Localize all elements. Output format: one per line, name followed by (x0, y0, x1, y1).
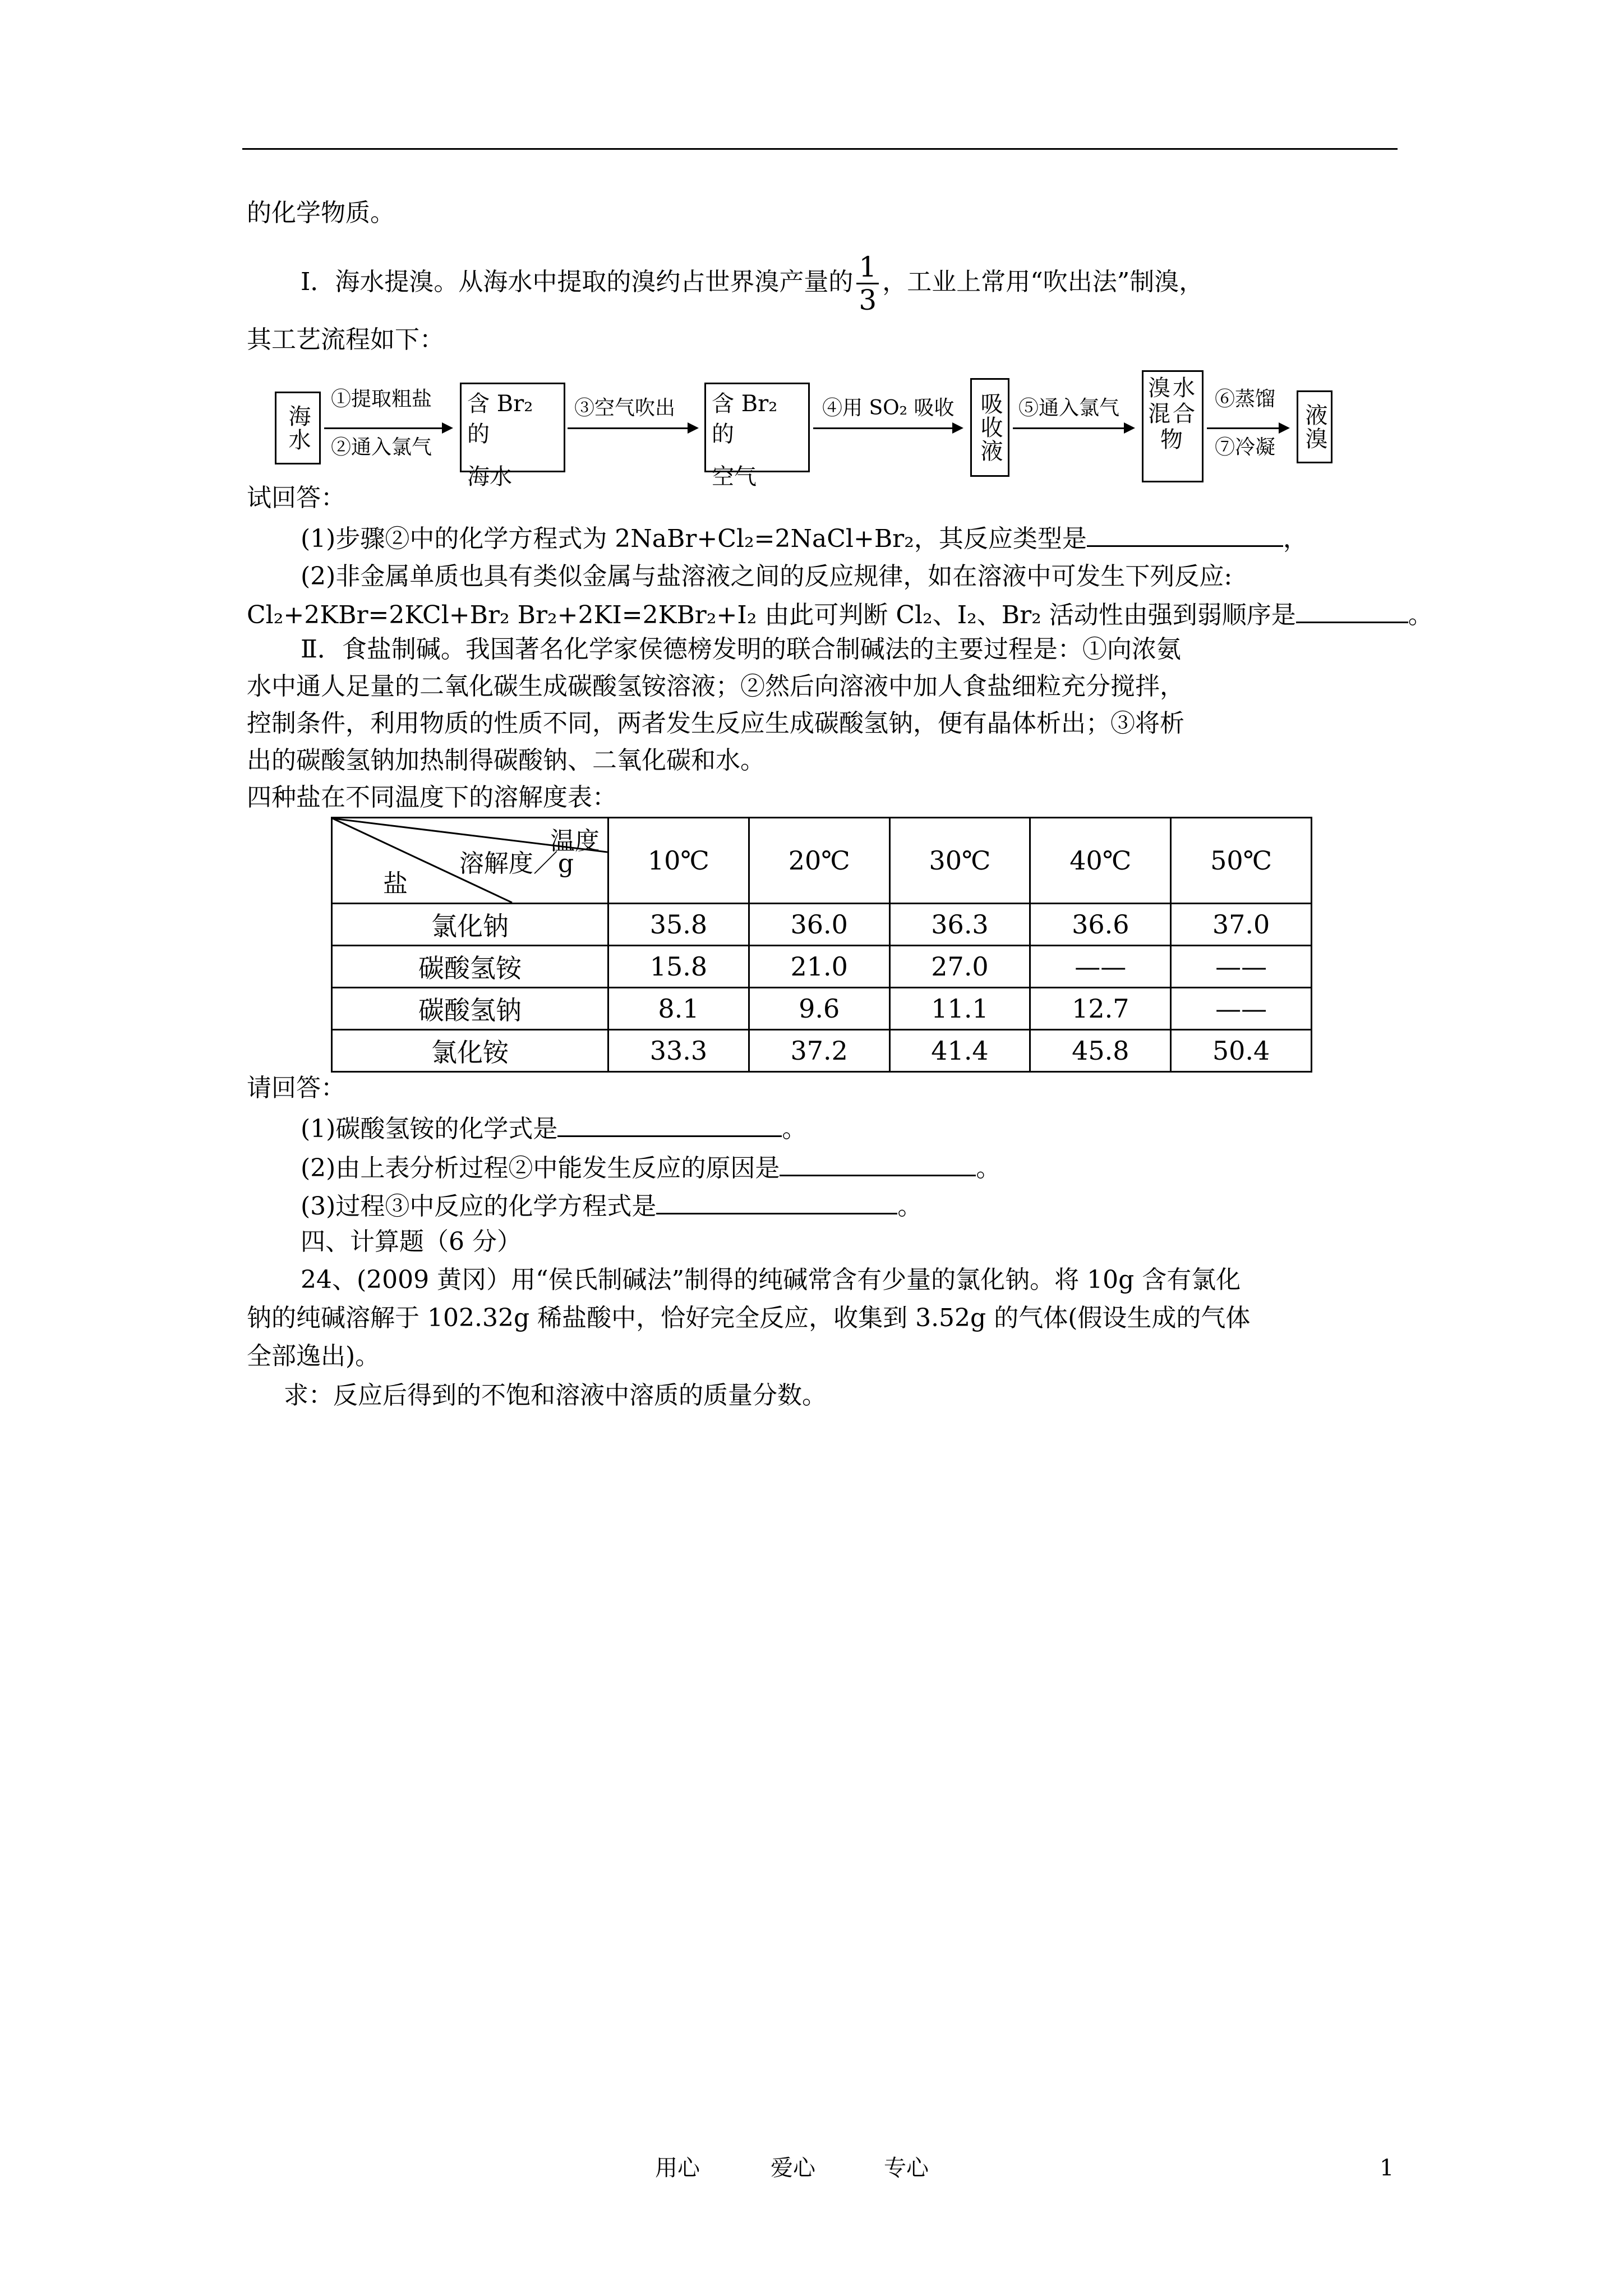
text-line (301, 521, 1308, 555)
table-cell: 41.4 (889, 1030, 1030, 1072)
fraction (856, 251, 879, 316)
flow-box-bromine-air (704, 383, 810, 490)
table-cell: 33.3 (608, 1030, 749, 1072)
text-segment: (1)碳酸氢铵的化学式是 (301, 1115, 558, 1143)
table-cell: 27.0 (889, 946, 1030, 988)
flow-box-absorbent: 吸收液 (970, 378, 1009, 477)
corner-label-salt: 盐 (383, 869, 408, 898)
flow-step-1: ①提取粗盐 (331, 388, 432, 411)
text-segment: ，工业上常用“吹出法”制溴， (882, 268, 1204, 296)
flow-step-2: ②通入氯气 (331, 436, 432, 459)
text-segment: 。 (1408, 601, 1433, 629)
text-line (301, 1150, 1000, 1184)
flow-box-line: 含 Br₂ 的 (467, 391, 533, 447)
text-line: 其工艺流程如下： (247, 325, 444, 354)
table-cell: 45.8 (1030, 1030, 1171, 1072)
table-cell: 8.1 (608, 988, 749, 1030)
corner-label-solubility: 溶解度／g (459, 849, 574, 878)
table-cell: 9.6 (749, 988, 889, 1030)
text-line: 请回答： (247, 1074, 345, 1102)
text-line: 出的碳酸氢钠加热制得碳酸钠、二氧化碳和水。 (247, 746, 765, 775)
answer-blank[interactable] (557, 1111, 782, 1137)
text-line (301, 1111, 806, 1145)
bromine-process-flow (275, 370, 1335, 490)
flow-box-seawater: 海水 (275, 392, 321, 464)
flow-box-liquid-bromine: 液溴 (1297, 390, 1332, 463)
table-cell: 11.1 (889, 988, 1030, 1030)
header-rule (242, 148, 1398, 150)
flow-arrow (813, 427, 961, 429)
text-line: 全部逸出)。 (247, 1342, 380, 1370)
flow-box-line: 空气 (712, 464, 757, 490)
table-corner-cell (332, 818, 608, 904)
text-segment: (1)步骤②中的化学方程式为 2NaBr+Cl₂=2NaCl+Br₂，其反应类型是 (301, 524, 1087, 553)
text-segment: (2)由上表分析过程②中能发生反应的原因是 (301, 1154, 780, 1182)
answer-blank[interactable] (1087, 521, 1283, 547)
fraction-denominator: 3 (859, 284, 877, 316)
table-row (332, 904, 1312, 946)
text-line: 四种盐在不同温度下的溶解度表： (247, 783, 617, 812)
table-header-cell: 10℃ (608, 818, 749, 904)
flow-box-line: 含 Br₂ 的 (712, 391, 778, 447)
table-cell: 36.3 (889, 904, 1030, 946)
text-line: Ⅱ．食盐制碱。我国著名化学家侯德榜发明的联合制碱法的主要过程是：①向浓氨 (301, 635, 1181, 664)
flow-arrow (324, 427, 451, 429)
text-line (247, 597, 1433, 631)
table-header-cell: 50℃ (1171, 818, 1312, 904)
table-row-label: 碳酸氢铵 (332, 946, 608, 988)
answer-blank[interactable] (780, 1150, 976, 1176)
table-cell: 50.4 (1171, 1030, 1312, 1072)
flow-step-3: ③空气吹出 (574, 397, 676, 420)
table-cell: 36.6 (1030, 904, 1171, 946)
table-row (332, 988, 1312, 1030)
flow-box-bromine-seawater (460, 383, 565, 490)
text-line: 试回答： (247, 484, 345, 512)
text-line: (2)非金属单质也具有类似金属与盐溶液之间的反应规律，如在溶液中可发生下列反应: (301, 562, 1233, 591)
table-cell: 35.8 (608, 904, 749, 946)
table-row-label: 碳酸氢钠 (332, 988, 608, 1030)
table-cell: 36.0 (749, 904, 889, 946)
text-segment: Cl₂+2KBr=2KCl+Br₂ Br₂+2KI=2KBr₂+I₂ 由此可判断 Cl₂、I₂、Br₂ 活动性由强到弱顺序是 (247, 601, 1296, 629)
table-cell: 37.2 (749, 1030, 889, 1072)
table-row-label: 氯化钠 (332, 904, 608, 946)
flow-step-5: ⑤通入氯气 (1018, 397, 1120, 420)
footer-text: 专心 (884, 2155, 929, 2181)
flow-arrow (568, 427, 697, 429)
flow-step-6: ⑥蒸馏 (1215, 388, 1276, 411)
page-number: 1 (1380, 2155, 1394, 2181)
table-header-row (332, 818, 1312, 904)
table-cell: 21.0 (749, 946, 889, 988)
answer-blank[interactable] (1296, 597, 1408, 623)
table-row (332, 1030, 1312, 1072)
flow-arrow (1207, 427, 1288, 429)
footer-text: 用心 (655, 2155, 700, 2181)
corner-label-temperature: 温度 (550, 827, 600, 855)
flow-step-7: ⑦冷凝 (1215, 436, 1276, 459)
answer-blank[interactable] (656, 1188, 897, 1214)
section-heading: 四、计算题（6 分） (301, 1227, 522, 1256)
flow-box-line: 溴水混合物 (1148, 375, 1197, 453)
flow-arrow (1013, 427, 1133, 429)
text-line: 求：反应后得到的不饱和溶液中溶质的质量分数。 (284, 1381, 827, 1410)
text-segment: ， (1283, 524, 1308, 553)
text-line: 控制条件，利用物质的性质不同，两者发生反应生成碳酸氢钠，便有晶体析出；③将析 (247, 709, 1184, 738)
flow-step-4: ④用 SO₂ 吸收 (822, 397, 955, 420)
table-cell: —— (1030, 946, 1171, 988)
text-line: 钠的纯碱溶解于 102.32g 稀盐酸中，恰好完全反应，收集到 3.52g 的气体(假设生成的气体 (247, 1304, 1251, 1332)
table-header-cell: 20℃ (749, 818, 889, 904)
text-segment: 。 (897, 1192, 923, 1221)
solubility-table (331, 817, 1312, 1073)
text-segment: 。 (782, 1115, 807, 1143)
table-header-cell: 40℃ (1030, 818, 1171, 904)
table-header-cell: 30℃ (889, 818, 1030, 904)
text-line: 水中通人足量的二氧化碳生成碳酸氢铵溶液；②然后向溶液中加人食盐细粒充分搅拌， (247, 672, 1184, 701)
footer-text: 爱心 (771, 2155, 815, 2181)
table-cell: —— (1171, 946, 1312, 988)
table-row-label: 氯化铵 (332, 1030, 608, 1072)
text-line (301, 1188, 922, 1222)
table-row (332, 946, 1312, 988)
fraction-numerator: 1 (856, 251, 879, 284)
table-cell: —— (1171, 988, 1312, 1030)
text-segment: 。 (976, 1154, 1001, 1182)
table-cell: 37.0 (1171, 904, 1312, 946)
text-line (301, 251, 1204, 316)
text-line: 的化学物质。 (247, 199, 395, 227)
flow-box-line: 海水 (467, 464, 512, 490)
text-segment: (3)过程③中反应的化学方程式是 (301, 1192, 657, 1221)
table-cell: 12.7 (1030, 988, 1171, 1030)
text-line: 24、(2009 黄冈）用“侯氏制碱法”制得的纯碱常含有少量的氯化钠。将 10g 含有氯化 (301, 1266, 1241, 1294)
text-segment: Ⅰ．海水提溴。从海水中提取的溴约占世界溴产量的 (301, 268, 854, 296)
flow-box-bromine-water-mixture (1142, 370, 1204, 482)
table-cell: 15.8 (608, 946, 749, 988)
